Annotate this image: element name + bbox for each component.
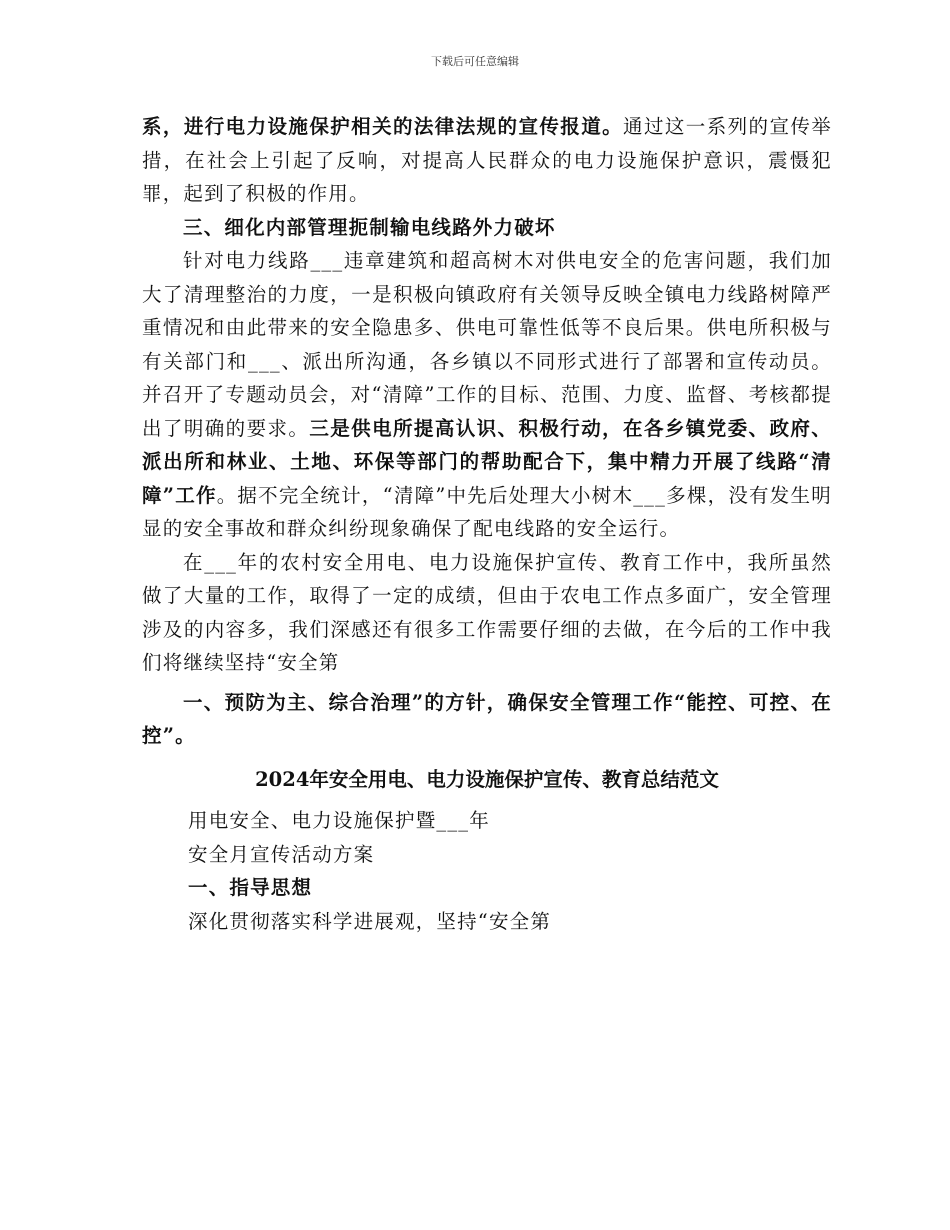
paragraph-3: 在___年的农村安全用电、电力设施保护宣传、教育工作中，我所虽然做了大量的工作，取得了一定的成绩，但由于农电工作点多面广，安全管理涉及的内容多，我们深感还有很多工作需要仔细的去做，在今后的工作中我们将继续坚持“安全第 xyxy=(142,550,832,674)
line-3: 深化贯彻落实科学进展观，坚持“安全第 xyxy=(188,909,552,933)
paragraph-1 xyxy=(142,110,832,211)
page-header: 下载后可任意编辑 xyxy=(431,55,519,68)
line-1: 用电安全、电力设施保护暨___年 xyxy=(188,809,490,832)
section-heading-3: 三、细化内部管理扼制输电线路外力破坏 xyxy=(183,215,556,239)
document-title: 2024年安全用电、电力设施保护宣传、教育总结范文 xyxy=(255,767,719,791)
paragraph-4: 一、预防为主、综合治理”的方针，确保安全管理工作“能控、可控、在控”。 xyxy=(142,690,832,747)
line-2: 安全月宣传活动方案 xyxy=(188,842,375,866)
paragraph-2 xyxy=(142,244,832,546)
paragraph-2-bold: 三是供电所提高认识、积极行动，在各乡镇党委、政府、派出所和林业、土地、环保等部门的帮助配合下，集中精力开展了线路“清障”工作 xyxy=(142,416,832,507)
section-heading-1: 一、指导思想 xyxy=(188,876,313,899)
document-body xyxy=(142,110,832,938)
paragraph-1-bold: 系，进行电力设施保护相关的法律法规的宣传报道。 xyxy=(142,115,624,138)
paragraph-2-text-a: 针对电力线路___违章建筑和超高树木对供电安全的危害问题，我们加大了清理整治的力度，一是积极向镇政府有关领导反映全镇电力线路树障严重情况和由此带来的安全隐患多、供电可靠性低等不良后果。供电所积极与有关部门和___、派出所沟通，各乡镇以不同形式进行了部署和宣传动员。并召开了专题动员会，对“清障”工作的目标、范围、力度、监督、考核都提出了明确的要求。 xyxy=(142,249,832,440)
paragraph-1-text: 通过这一系列的宣传举措，在社会上引起了反响，对提高人民群众的电力设施保护意识，震慑犯罪，起到了积极的作用。 xyxy=(142,115,832,205)
paragraph-2-text-b: 。据不完全统计，“清障”中先后处理大小树木___多棵，没有发生明显的安全事故和群众纠纷现象确保了配电线路的安全运行。 xyxy=(142,483,832,540)
